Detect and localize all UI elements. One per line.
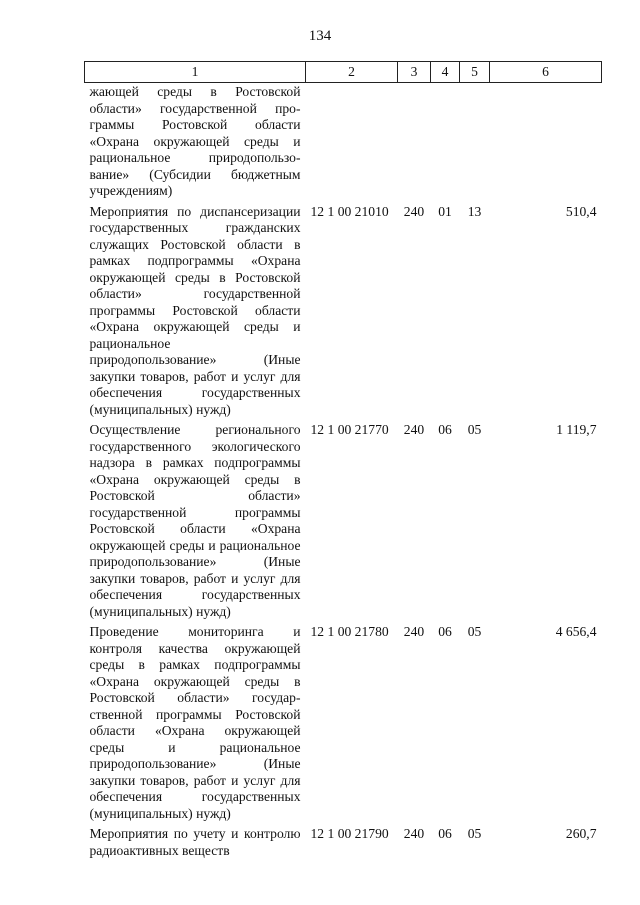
row-amount: 1 119,7 — [556, 422, 597, 437]
table-header — [85, 62, 602, 83]
row-subsection: 05 — [467, 422, 482, 437]
table-row — [85, 83, 602, 204]
row-expense-type: 240 — [403, 422, 425, 437]
table-body — [85, 83, 602, 864]
row-subsection: 05 — [467, 624, 482, 639]
column-header-5: 5 — [460, 62, 490, 83]
row-target-code: 12 1 00 21780 — [310, 624, 389, 639]
row-description: Проведение мониторинга и контроля качества окружающей среды в рамках подпрограммы «Охрана окружающей среды в Ростовской области» государственной программы Ростовской области «Охрана окружающей среды и рациональное природопользование» (Иные закупки товаров, работ и услуг для обеспечения государственных (муниципальных) нужд) — [89, 624, 301, 821]
column-header-1: 1 — [85, 62, 306, 83]
column-header-6: 6 — [490, 62, 602, 83]
column-header-4: 4 — [431, 62, 460, 83]
row-description: Осуществление регионального государственного экологического надзора в рамках подпрограммы «Охрана окружающей среды в Ростовской области» государственной программы Ростовской области «Охрана окружающей среды и рациональное природопользование» (Иные закупки товаров, работ и услуг для обеспечения государственных (муниципальных) нужд) — [89, 422, 301, 619]
row-expense-type: 240 — [403, 203, 425, 219]
row-section: 06 — [438, 422, 452, 437]
row-subsection: 05 — [467, 826, 482, 841]
row-section: 06 — [438, 826, 452, 841]
row-expense-type: 240 — [403, 624, 425, 639]
row-section: 01 — [438, 203, 452, 219]
table-row — [85, 826, 602, 863]
row-amount: 4 656,4 — [555, 624, 597, 639]
header-row — [85, 62, 602, 83]
row-amount — [490, 83, 602, 204]
row-target-code: 12 1 00 21790 — [310, 826, 389, 841]
row-target-code: 12 1 00 21010 — [310, 203, 389, 219]
table-row — [85, 624, 602, 826]
row-subsection: 13 — [467, 203, 482, 219]
row-subsection — [460, 83, 490, 204]
row-expense-type — [398, 83, 431, 204]
row-description: жающей среды в Ростовской области» государственной программы Ростовской области «Охрана окружающей среды и рациональное природопользование» (Субсидии бюджетным учреждениям) — [89, 84, 301, 198]
row-expense-type: 240 — [403, 826, 425, 841]
row-amount: 260,7 — [565, 826, 597, 841]
row-amount: 510,4 — [565, 203, 597, 219]
page-number: 134 — [308, 28, 332, 44]
row-target-code: 12 1 00 21770 — [310, 422, 389, 437]
row-target-code — [306, 83, 398, 204]
table-row — [85, 204, 602, 423]
row-description: Мероприятия по диспансеризации государственных гражданских служащих Ростовской области в рамках подпрограммы «Охрана окружающей среды в Ростовской области» государственной программы Ростовской области «Охрана окружающей среды и рациональное природопользование» (Иные закупки товаров, работ и услуг для обеспечения государственных (муниципальных) нужд) — [89, 203, 301, 417]
row-description: Мероприятия по учету и контролю радиоактивных веществ — [89, 826, 301, 858]
column-header-3: 3 — [398, 62, 431, 83]
row-section: 06 — [438, 624, 452, 639]
table-row — [85, 422, 602, 624]
column-header-2: 2 — [306, 62, 398, 83]
budget-table — [84, 61, 602, 863]
row-section — [431, 83, 460, 204]
